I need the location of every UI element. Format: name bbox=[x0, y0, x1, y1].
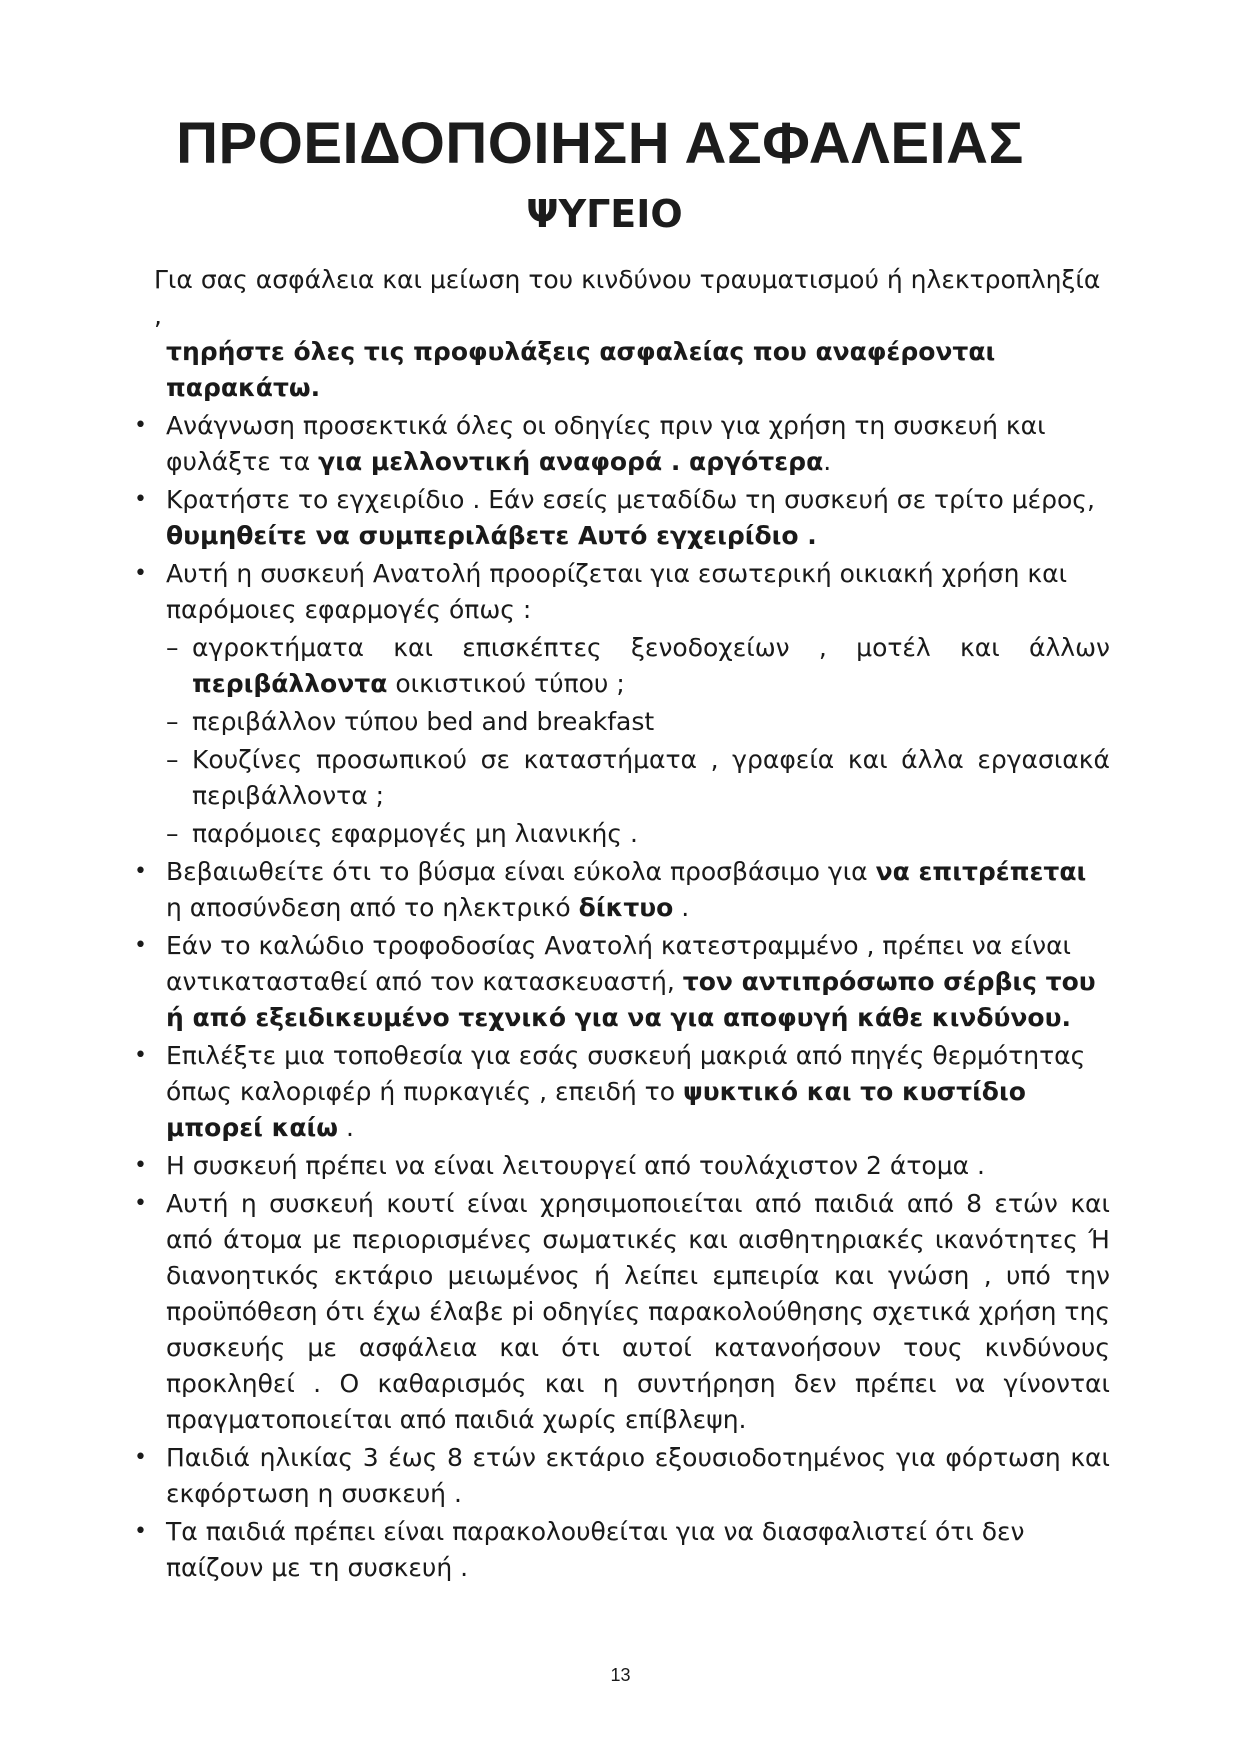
intro-text: Για σας ασφάλεια και μείωση του κινδύνου τραυματισμού ή ηλεκτροπληξία , bbox=[154, 265, 1101, 330]
bullet-marker: • bbox=[134, 1519, 147, 1544]
bullet-marker: • bbox=[134, 487, 147, 512]
bullet-item bbox=[130, 1186, 1110, 1438]
intro-paragraph bbox=[130, 262, 1110, 406]
bullet-bold-text: για μελλοντική αναφορά . αργότερα bbox=[318, 447, 824, 476]
bullet-item bbox=[130, 556, 1110, 628]
bullet-bold-text: τον αντιπρόσωπο σέρβις του ή από εξειδικευμένο τεχνικό για να για αποφυγή κάθε κινδύνου. bbox=[166, 967, 1096, 1032]
bullet-item bbox=[130, 408, 1110, 480]
dash-item-text: παρόμοιες εφαρμογές μη λιανικής . bbox=[192, 819, 638, 848]
bullet-text: Κρατήστε το εγχειρίδιο . Εάν εσείς μεταδίδω τη συσκευή σε τρίτο μέρος, bbox=[166, 485, 1095, 514]
dash-item-bold-text: περιβάλλοντα bbox=[192, 669, 388, 698]
bullet-text: Παιδιά ηλικίας 3 έως 8 ετών εκτάριο εξουσιοδοτημένος για φόρτωση και εκφόρτωση η συσκευή . bbox=[166, 1443, 1110, 1508]
bullet-mid-text: η αποσύνδεση από το ηλεκτρικό bbox=[166, 893, 579, 922]
bullet-item bbox=[130, 928, 1110, 1036]
bullet-text: Εάν το καλώδιο τροφοδοσίας Ανατολή κατεστραμμένο , πρέπει να είναι αντικατασταθεί από τον κατασκευαστή, bbox=[166, 931, 1072, 996]
bullet-tail-text: . bbox=[338, 1113, 354, 1142]
bullet-marker: • bbox=[134, 413, 147, 438]
bullet-item bbox=[130, 1514, 1110, 1586]
dash-marker: – bbox=[166, 707, 179, 736]
bullet-bold-text: ψυκτικό και το κυστίδιο μπορεί καίω bbox=[166, 1077, 1026, 1142]
dash-list-item bbox=[130, 742, 1110, 814]
bullet-text: Η συσκευή πρέπει να είναι λειτουργεί από τουλάχιστον 2 άτομα . bbox=[166, 1151, 986, 1180]
bullet-item bbox=[130, 1440, 1110, 1512]
dash-item-text: αγροκτήματα και επισκέπτες ξενοδοχείων , μοτέλ και άλλων bbox=[192, 633, 1110, 662]
dash-item-text: περιβάλλον τύπου bed and breakfast bbox=[192, 707, 655, 736]
bullet-item bbox=[130, 854, 1110, 926]
bullet-marker: • bbox=[134, 933, 147, 958]
bullet-text: Τα παιδιά πρέπει είναι παρακολουθείται για να διασφαλιστεί ότι δεν παίζουν με τη συσκευή . bbox=[166, 1517, 1025, 1582]
dash-marker: – bbox=[166, 745, 179, 774]
dash-marker: – bbox=[166, 819, 179, 848]
bullet-item bbox=[130, 1038, 1110, 1146]
bullet-tail-text: . bbox=[673, 893, 690, 922]
dash-item-tail-text: οικιστικού τύπου ; bbox=[387, 669, 625, 698]
bullet-item bbox=[130, 1148, 1110, 1184]
bullet-marker: • bbox=[134, 1043, 147, 1068]
dash-list-item bbox=[130, 630, 1110, 702]
bullet-bold-text: να επιτρέπεται bbox=[875, 857, 1087, 886]
bullet-text: Βεβαιωθείτε ότι το βύσμα είναι εύκολα προσβάσιμο για bbox=[166, 857, 876, 886]
bullet-marker: • bbox=[134, 1191, 147, 1216]
intro-bold-text: τηρήστε όλες τις προφυλάξεις ασφαλείας που αναφέρονται παρακάτω. bbox=[166, 337, 996, 402]
dash-item-text: Κουζίνες προσωπικού σε καταστήματα , γραφεία και άλλα εργασιακά περιβάλλοντα ; bbox=[192, 745, 1110, 810]
bullet-marker: • bbox=[134, 1153, 147, 1178]
dash-list-item bbox=[130, 704, 1110, 740]
bullet-text: Επιλέξτε μια τοποθεσία για εσάς συσκευή μακριά από πηγές θερμότητας όπως καλοριφέρ ή πυρκαγιές , επειδή το bbox=[166, 1041, 1086, 1106]
bullet-tail-text: . bbox=[823, 447, 832, 476]
page-title: ΠΡΟΕΙΔΟΠΟΙΗΣΗ ΑΣΦΑΛΕΙΑΣ bbox=[176, 111, 1024, 176]
bullet-marker: • bbox=[134, 561, 147, 586]
bullet-marker: • bbox=[134, 1445, 147, 1470]
dash-marker: – bbox=[166, 633, 179, 662]
bullet-bold-text: θυμηθείτε να συμπεριλάβετε Αυτό εγχειρίδιο . bbox=[166, 521, 817, 550]
bullet-item bbox=[130, 482, 1110, 554]
bullet-bold-text-2: δίκτυο bbox=[578, 893, 674, 922]
bullet-text: Αυτή η συσκευή κουτί είναι χρησιμοποιείται από παιδιά από 8 ετών και από άτομα με περιορισμένες σωματικές και αισθητηριακές ικανότητες Ή διανοητικός εκτάριο μειωμένος ή λείπει εμπειρία και γνώση , υπό την προϋπόθεση ότι έχω έλαβε pi οδηγίες παρακολούθησης σχετικά χρήση της συσκευής με ασφάλεια και ότι αυτοί κατανοήσουν τους κινδύνους προκληθεί . Ο καθαρισμός και η συντήρηση δεν πρέπει να γίνονται πραγματοποιείται από παιδιά χωρίς επίβλεψη. bbox=[166, 1189, 1110, 1434]
document-body bbox=[130, 262, 1110, 1586]
page-subtitle: ΨΥΓΕΙΟ bbox=[526, 192, 683, 236]
bullet-marker: • bbox=[134, 859, 147, 884]
bullet-text: Ανάγνωση προσεκτικά όλες οι οδηγίες πριν για χρήση τη συσκευή και φυλάξτε τα bbox=[166, 411, 1046, 476]
dash-list-item bbox=[130, 816, 1110, 852]
bullet-text: Αυτή η συσκευή Ανατολή προορίζεται για εσωτερική οικιακή χρήση και παρόμοιες εφαρμογές όπως : bbox=[166, 559, 1068, 624]
page-number: 13 bbox=[610, 1665, 631, 1685]
